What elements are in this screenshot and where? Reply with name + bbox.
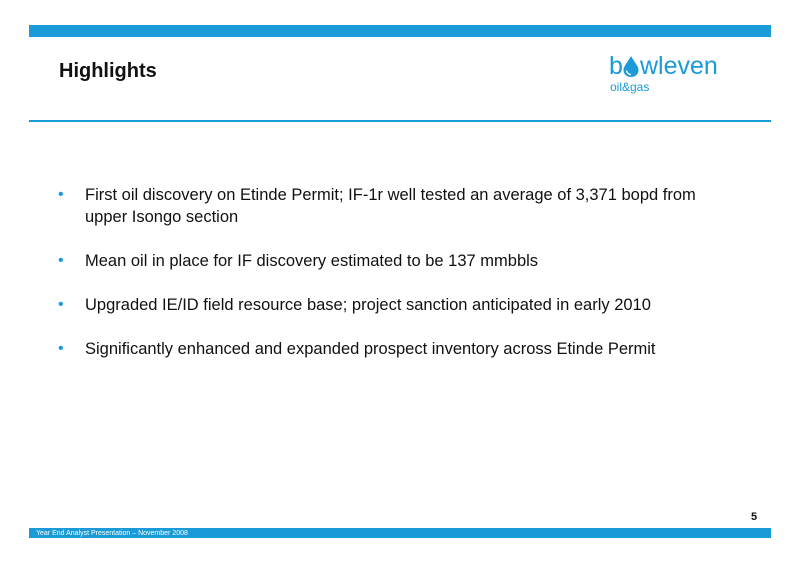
list-item [58,294,718,316]
oil-drop-icon [624,56,639,77]
bullet-icon: • [58,186,64,203]
bullet-icon: • [58,340,64,357]
bullet-text: Mean oil in place for IF discovery estimated to be 137 mmbbls [85,252,539,270]
highlights-list [58,184,718,382]
bullet-icon: • [58,296,64,313]
bullet-text: Significantly enhanced and expanded prospect inventory across Etinde Permit [85,340,656,358]
footer-text: Year End Analyst Presentation – November 2008 [36,530,188,537]
page-number: 5 [751,511,758,523]
bullet-text: First oil discovery on Etinde Permit; IF-1r well tested an average of 3,371 bopd from upper Isongo section [85,186,696,226]
logo-wordmark-rest: wleven [640,52,718,80]
page-title: Highlights [59,60,157,82]
list-item [58,338,718,360]
logo-wordmark-b: b [609,52,623,80]
logo-tagline: oil&gas [610,80,650,94]
header-bar [29,25,771,37]
list-item [58,250,718,272]
header-divider [29,120,771,122]
bullet-text: Upgraded IE/ID field resource base; project sanction anticipated in early 2010 [85,296,651,314]
list-item [58,184,718,228]
bullet-icon: • [58,252,64,269]
bowleven-logo [609,48,744,96]
